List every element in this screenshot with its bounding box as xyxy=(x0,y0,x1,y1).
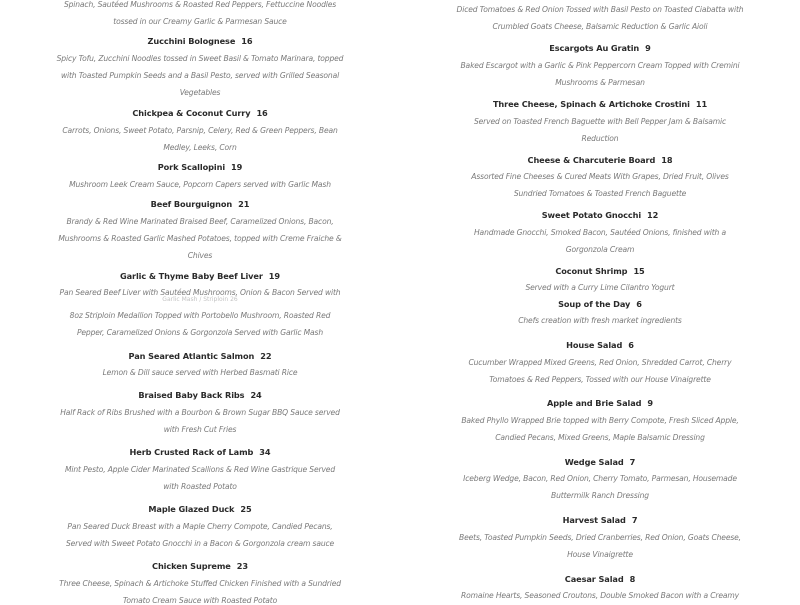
item-description: Chives xyxy=(187,251,213,260)
menu-item-title xyxy=(400,210,800,220)
item-price: 9 xyxy=(647,398,654,408)
item-description: Buttermilk Ranch Dressing xyxy=(551,491,649,500)
item-price: 18 xyxy=(661,155,673,165)
menu-item-title xyxy=(0,36,400,46)
item-description: Served with Sweet Potato Gnocchi in a Bacon & Gorgonzola cream sauce xyxy=(65,539,335,548)
item-price: 6 xyxy=(636,299,642,309)
menu-item-title xyxy=(400,266,800,276)
menu-item-title xyxy=(0,447,400,457)
item-price: 7 xyxy=(631,515,638,525)
item-description: Vegetables xyxy=(179,88,221,97)
item-price: 16 xyxy=(241,36,253,46)
item-price: 11 xyxy=(695,99,708,109)
item-price: 7 xyxy=(629,457,636,467)
item-description: Pepper, Caramelized Onions & Gorgonzola Served with Garlic Mash xyxy=(76,328,324,337)
menu-item-title xyxy=(0,561,400,571)
item-name: Pork Scallopini xyxy=(157,162,226,172)
menu-item-title xyxy=(0,199,400,209)
item-name: Harvest Salad xyxy=(562,515,626,525)
item-description: Tomato Cream Sauce with Roasted Potato xyxy=(122,596,278,605)
menu-item-title xyxy=(0,162,400,172)
item-name: Sweet Potato Gnocchi xyxy=(541,210,642,220)
item-price: 22 xyxy=(260,351,272,361)
item-description: Romaine Hearts, Seasoned Croutons, Double Smoked Bacon with a Creamy xyxy=(461,591,739,600)
item-description: Candied Pecans, Mixed Greens, Maple Balsamic Dressing xyxy=(495,433,705,442)
menu-item-title xyxy=(400,340,800,350)
item-description: Iceberg Wedge, Bacon, Red Onion, Cherry Tomato, Parmesan, Housemade xyxy=(463,474,737,483)
item-description: Crumbled Goats Cheese, Balsamic Reduction & Garlic Aioli xyxy=(492,22,708,31)
item-name: Caesar Salad xyxy=(564,574,624,584)
item-description: Mushrooms & Parmesan xyxy=(555,78,645,87)
item-description: Baked Escargot with a Garlic & Pink Peppercorn Cream Topped with Cremini xyxy=(460,61,740,70)
item-description: Brandy & Red Wine Marinated Braised Beef, Caramelized Onions, Bacon, xyxy=(66,217,334,226)
item-description: with Roasted Potato xyxy=(163,482,237,491)
item-description: Lemon & Dill sauce served with Herbed Basmati Rice xyxy=(102,368,298,377)
menu-item-title xyxy=(0,390,400,400)
item-description: Tomatoes & Red Peppers, Tossed with our House Vinaigrette xyxy=(489,375,711,384)
item-description: Sundried Tomatoes & Toasted French Baguette xyxy=(513,189,687,198)
item-name: Apple and Brie Salad xyxy=(546,398,642,408)
item-description: Cucumber Wrapped Mixed Greens, Red Onion, Shredded Carrot, Cherry xyxy=(468,358,732,367)
item-description: Baked Phyllo Wrapped Brie topped with Berry Compote, Fresh Sliced Apple, xyxy=(461,416,739,425)
item-name: Coconut Shrimp xyxy=(555,266,628,276)
item-name: Maple Glazed Duck xyxy=(148,504,235,514)
menu-column-right xyxy=(400,0,800,600)
item-name: Beef Bourguignon xyxy=(150,199,233,209)
item-name: House Salad xyxy=(566,340,623,350)
item-price: 25 xyxy=(240,504,252,514)
item-price: 21 xyxy=(238,199,250,209)
item-description: Mushrooms & Roasted Garlic Mashed Potatoes, topped with Creme Fraiche & xyxy=(58,234,342,243)
menu-item-title xyxy=(400,574,800,584)
item-description: Assorted Fine Cheeses & Cured Meats With Grapes, Dried Fruit, Olives xyxy=(471,172,729,181)
item-name: Chickpea & Coconut Curry xyxy=(132,108,251,118)
menu-item-title xyxy=(400,398,800,408)
menu-item-title xyxy=(400,43,800,53)
item-name: Braised Baby Back Ribs xyxy=(138,390,245,400)
item-description: Carrots, Onions, Sweet Potato, Parsnip, Celery, Red & Green Peppers, Bean xyxy=(62,126,338,135)
item-description: tossed in our Creamy Garlic & Parmesan Sauce xyxy=(113,17,287,26)
menu-item-title xyxy=(400,299,800,309)
overlapping-text: Garlic Mash / Striploin 26 xyxy=(162,296,238,303)
item-description: Beets, Toasted Pumpkin Seeds, Dried Cranberries, Red Onion, Goats Cheese, xyxy=(459,533,741,542)
item-description: Gorgonzola Cream xyxy=(565,245,635,254)
item-price: 34 xyxy=(259,447,271,457)
menu-item-title xyxy=(0,504,400,514)
item-description: Mushroom Leek Cream Sauce, Popcorn Capers served with Garlic Mash xyxy=(69,180,331,189)
item-name: Cheese & Charcuterie Board xyxy=(527,155,656,165)
item-description: Medley, Leeks, Corn xyxy=(163,143,237,152)
menu-item-title xyxy=(400,457,800,467)
item-name: Escargots Au Gratin xyxy=(549,43,640,53)
item-description: Spinach, Sautéed Mushrooms & Roasted Red Peppers, Fettuccine Noodles xyxy=(63,0,337,9)
item-price: 15 xyxy=(633,266,645,276)
item-name: Pan Seared Atlantic Salmon xyxy=(128,351,255,361)
item-description: Served on Toasted French Baguette with Bell Pepper Jam & Balsamic xyxy=(473,117,726,126)
item-description: Pan Seared Beef Liver with Sautéed Mushrooms, Onion & Bacon Served with xyxy=(59,288,341,297)
item-name: Wedge Salad xyxy=(564,457,624,467)
item-name: Garlic & Thyme Baby Beef Liver xyxy=(119,271,263,281)
item-description: House Vinaigrette xyxy=(567,550,633,559)
item-price: 8 xyxy=(629,574,636,584)
item-description: Mint Pesto, Apple Cider Marinated Scallions & Red Wine Gastrique Served xyxy=(65,465,335,474)
menu-item-title xyxy=(0,351,400,361)
item-description: Spicy Tofu, Zucchini Noodles tossed in Sweet Basil & Tomato Marinara, topped xyxy=(56,54,344,63)
item-description: 8oz Striploin Medallion Topped with Portobello Mushroom, Roasted Red xyxy=(69,311,331,320)
item-description: Served with a Curry Lime Cilantro Yogurt xyxy=(525,283,675,292)
item-price: 19 xyxy=(231,162,243,172)
item-price: 23 xyxy=(236,561,248,571)
item-name: Chicken Supreme xyxy=(152,561,231,571)
item-description: Chefs creation with fresh market ingredients xyxy=(518,316,682,325)
item-price: 16 xyxy=(256,108,268,118)
item-price: 24 xyxy=(250,390,262,400)
menu-item-title xyxy=(400,515,800,525)
item-description: with Toasted Pumpkin Seeds and a Basil Pesto, served with Grilled Seasonal xyxy=(60,71,340,80)
menu-item-title xyxy=(400,155,800,165)
menu-item-title xyxy=(400,99,800,109)
item-description: Reduction xyxy=(581,134,619,143)
item-name: Herb Crusted Rack of Lamb xyxy=(129,447,254,457)
item-name: Three Cheese, Spinach & Artichoke Crostini xyxy=(492,99,690,109)
item-description: Handmade Gnocchi, Smoked Bacon, Sautéed Onions, finished with a xyxy=(474,228,726,237)
item-description: Three Cheese, Spinach & Artichoke Stuffed Chicken Finished with a Sundried xyxy=(59,579,341,588)
item-price: 19 xyxy=(268,271,280,281)
item-name: Soup of the Day xyxy=(558,299,631,309)
item-description: Half Rack of Ribs Brushed with a Bourbon & Brown Sugar BBQ Sauce served xyxy=(60,408,340,417)
item-price: 12 xyxy=(647,210,659,220)
item-description: Pan Seared Duck Breast with a Maple Cherry Compote, Candied Pecans, xyxy=(67,522,333,531)
item-price: 9 xyxy=(645,43,651,53)
item-description: Diced Tomatoes & Red Onion Tossed with Basil Pesto on Toasted Ciabatta with xyxy=(456,5,744,14)
item-description: with Fresh Cut Fries xyxy=(163,425,237,434)
item-name: Zucchini Bolognese xyxy=(147,36,236,46)
menu-item-title xyxy=(0,271,400,281)
menu-item-title xyxy=(0,108,400,118)
item-price: 6 xyxy=(628,340,634,350)
